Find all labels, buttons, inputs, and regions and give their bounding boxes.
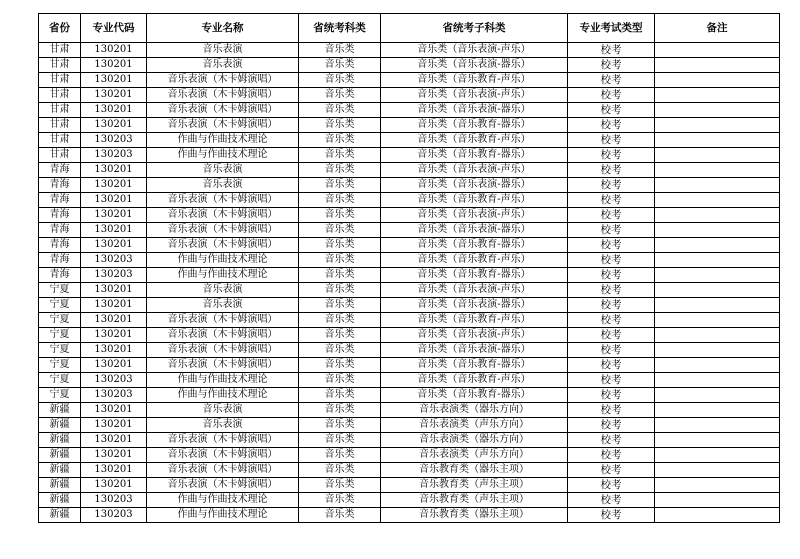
cell-major-name: 音乐表演 [147, 403, 299, 418]
cell-exam-category: 音乐类 [299, 433, 381, 448]
cell-major-code: 130201 [81, 73, 147, 88]
cell-major-name: 作曲与作曲技术理论 [147, 493, 299, 508]
table-row [39, 493, 780, 508]
cell-exam-type: 校考 [568, 418, 655, 433]
cell-remarks [655, 253, 780, 268]
table-row [39, 508, 780, 523]
cell-exam-type: 校考 [568, 163, 655, 178]
cell-province: 甘肃 [39, 118, 81, 133]
cell-exam-subcategory: 音乐类（音乐表演-声乐） [381, 328, 568, 343]
cell-exam-type: 校考 [568, 268, 655, 283]
cell-exam-type: 校考 [568, 388, 655, 403]
cell-exam-subcategory: 音乐表演类（声乐方向） [381, 418, 568, 433]
cell-province: 甘肃 [39, 148, 81, 163]
cell-exam-type: 校考 [568, 223, 655, 238]
cell-major-code: 130201 [81, 58, 147, 73]
cell-exam-type: 校考 [568, 148, 655, 163]
cell-exam-category: 音乐类 [299, 148, 381, 163]
table-row [39, 283, 780, 298]
cell-exam-subcategory: 音乐类（音乐教育-器乐） [381, 148, 568, 163]
table-row [39, 118, 780, 133]
cell-major-name: 音乐表演 [147, 418, 299, 433]
cell-exam-subcategory: 音乐类（音乐表演-器乐） [381, 103, 568, 118]
cell-remarks [655, 433, 780, 448]
cell-exam-category: 音乐类 [299, 283, 381, 298]
cell-major-code: 130201 [81, 433, 147, 448]
cell-exam-type: 校考 [568, 253, 655, 268]
table-row [39, 253, 780, 268]
cell-exam-type: 校考 [568, 133, 655, 148]
cell-province: 甘肃 [39, 133, 81, 148]
cell-province: 青海 [39, 253, 81, 268]
cell-exam-type: 校考 [568, 373, 655, 388]
cell-exam-subcategory: 音乐表演类（器乐方向） [381, 403, 568, 418]
cell-major-code: 130201 [81, 448, 147, 463]
table-row [39, 193, 780, 208]
cell-exam-subcategory: 音乐类（音乐教育-声乐） [381, 193, 568, 208]
cell-major-code: 130203 [81, 253, 147, 268]
cell-major-code: 130201 [81, 298, 147, 313]
cell-exam-category: 音乐类 [299, 448, 381, 463]
cell-exam-subcategory: 音乐类（音乐表演-器乐） [381, 58, 568, 73]
cell-province: 青海 [39, 268, 81, 283]
cell-exam-category: 音乐类 [299, 418, 381, 433]
cell-major-name: 音乐表演 [147, 178, 299, 193]
cell-exam-type: 校考 [568, 103, 655, 118]
cell-remarks [655, 418, 780, 433]
cell-exam-category: 音乐类 [299, 193, 381, 208]
cell-remarks [655, 133, 780, 148]
cell-exam-category: 音乐类 [299, 388, 381, 403]
cell-exam-type: 校考 [568, 478, 655, 493]
cell-remarks [655, 43, 780, 58]
cell-province: 青海 [39, 223, 81, 238]
table-row [39, 208, 780, 223]
cell-major-name: 作曲与作曲技术理论 [147, 133, 299, 148]
col-header-exam-subcategory: 省统考子科类 [381, 14, 568, 43]
cell-remarks [655, 163, 780, 178]
cell-exam-subcategory: 音乐类（音乐教育-器乐） [381, 238, 568, 253]
cell-province: 新疆 [39, 418, 81, 433]
cell-major-code: 130203 [81, 508, 147, 523]
table-row [39, 88, 780, 103]
cell-province: 青海 [39, 238, 81, 253]
table-row [39, 433, 780, 448]
cell-exam-type: 校考 [568, 313, 655, 328]
cell-exam-subcategory: 音乐类（音乐表演-器乐） [381, 298, 568, 313]
cell-exam-category: 音乐类 [299, 373, 381, 388]
cell-major-code: 130201 [81, 313, 147, 328]
cell-province: 甘肃 [39, 43, 81, 58]
cell-exam-category: 音乐类 [299, 478, 381, 493]
table-row [39, 448, 780, 463]
cell-province: 新疆 [39, 448, 81, 463]
table-row [39, 418, 780, 433]
cell-major-code: 130201 [81, 358, 147, 373]
cell-exam-type: 校考 [568, 193, 655, 208]
cell-province: 新疆 [39, 463, 81, 478]
cell-major-code: 130203 [81, 388, 147, 403]
cell-province: 青海 [39, 208, 81, 223]
table-row [39, 388, 780, 403]
cell-major-code: 130201 [81, 178, 147, 193]
cell-remarks [655, 88, 780, 103]
cell-province: 宁夏 [39, 358, 81, 373]
cell-remarks [655, 73, 780, 88]
cell-exam-category: 音乐类 [299, 358, 381, 373]
cell-province: 青海 [39, 193, 81, 208]
cell-exam-type: 校考 [568, 88, 655, 103]
cell-major-name: 音乐表演（木卡姆演唱） [147, 478, 299, 493]
cell-province: 新疆 [39, 433, 81, 448]
cell-major-code: 130201 [81, 328, 147, 343]
cell-province: 青海 [39, 163, 81, 178]
cell-remarks [655, 148, 780, 163]
cell-major-code: 130201 [81, 103, 147, 118]
cell-remarks [655, 388, 780, 403]
cell-exam-subcategory: 音乐教育类（器乐主项） [381, 463, 568, 478]
cell-exam-subcategory: 音乐类（音乐表演-声乐） [381, 208, 568, 223]
cell-exam-category: 音乐类 [299, 238, 381, 253]
table-row [39, 58, 780, 73]
cell-major-code: 130201 [81, 43, 147, 58]
table-header-row [39, 14, 780, 43]
cell-remarks [655, 508, 780, 523]
cell-remarks [655, 313, 780, 328]
cell-exam-category: 音乐类 [299, 103, 381, 118]
cell-remarks [655, 193, 780, 208]
cell-exam-subcategory: 音乐类（音乐教育-器乐） [381, 268, 568, 283]
cell-remarks [655, 328, 780, 343]
cell-major-name: 音乐表演（木卡姆演唱） [147, 103, 299, 118]
cell-major-name: 音乐表演 [147, 163, 299, 178]
table-row [39, 463, 780, 478]
cell-exam-subcategory: 音乐教育类（声乐主项） [381, 478, 568, 493]
cell-remarks [655, 373, 780, 388]
cell-exam-type: 校考 [568, 178, 655, 193]
table-row [39, 148, 780, 163]
cell-exam-subcategory: 音乐教育类（声乐主项） [381, 493, 568, 508]
table-row [39, 163, 780, 178]
col-header-remarks: 备注 [655, 14, 780, 43]
table-row [39, 103, 780, 118]
cell-exam-category: 音乐类 [299, 208, 381, 223]
cell-exam-subcategory: 音乐类（音乐教育-声乐） [381, 73, 568, 88]
cell-remarks [655, 463, 780, 478]
cell-exam-category: 音乐类 [299, 133, 381, 148]
table-row [39, 43, 780, 58]
cell-major-code: 130201 [81, 208, 147, 223]
cell-exam-subcategory: 音乐类（音乐表演-声乐） [381, 88, 568, 103]
cell-major-name: 音乐表演（木卡姆演唱） [147, 223, 299, 238]
cell-exam-type: 校考 [568, 298, 655, 313]
cell-major-name: 音乐表演 [147, 58, 299, 73]
cell-exam-subcategory: 音乐类（音乐教育-声乐） [381, 313, 568, 328]
cell-remarks [655, 103, 780, 118]
cell-exam-subcategory: 音乐类（音乐教育-器乐） [381, 358, 568, 373]
cell-major-code: 130201 [81, 478, 147, 493]
enrollment-table [38, 13, 780, 523]
cell-exam-category: 音乐类 [299, 268, 381, 283]
cell-major-code: 130201 [81, 463, 147, 478]
cell-remarks [655, 493, 780, 508]
cell-province: 宁夏 [39, 328, 81, 343]
cell-province: 新疆 [39, 508, 81, 523]
cell-major-name: 音乐表演 [147, 298, 299, 313]
cell-remarks [655, 268, 780, 283]
cell-major-name: 音乐表演 [147, 283, 299, 298]
table-row [39, 178, 780, 193]
cell-exam-type: 校考 [568, 493, 655, 508]
cell-major-name: 音乐表演（木卡姆演唱） [147, 463, 299, 478]
cell-exam-type: 校考 [568, 58, 655, 73]
cell-major-code: 130201 [81, 223, 147, 238]
cell-major-name: 音乐表演（木卡姆演唱） [147, 193, 299, 208]
cell-province: 宁夏 [39, 373, 81, 388]
cell-exam-subcategory: 音乐表演类（声乐方向） [381, 448, 568, 463]
cell-exam-type: 校考 [568, 343, 655, 358]
table-row [39, 73, 780, 88]
cell-province: 宁夏 [39, 283, 81, 298]
cell-exam-type: 校考 [568, 508, 655, 523]
cell-remarks [655, 358, 780, 373]
cell-province: 宁夏 [39, 298, 81, 313]
cell-exam-type: 校考 [568, 463, 655, 478]
cell-major-name: 音乐表演（木卡姆演唱） [147, 358, 299, 373]
cell-exam-subcategory: 音乐类（音乐教育-声乐） [381, 133, 568, 148]
table-row [39, 373, 780, 388]
cell-province: 宁夏 [39, 388, 81, 403]
cell-exam-type: 校考 [568, 208, 655, 223]
cell-exam-category: 音乐类 [299, 313, 381, 328]
cell-remarks [655, 283, 780, 298]
cell-major-code: 130203 [81, 268, 147, 283]
table-body [39, 43, 780, 523]
cell-exam-category: 音乐类 [299, 343, 381, 358]
cell-province: 新疆 [39, 478, 81, 493]
cell-major-name: 音乐表演（木卡姆演唱） [147, 448, 299, 463]
cell-exam-category: 音乐类 [299, 328, 381, 343]
cell-exam-category: 音乐类 [299, 58, 381, 73]
cell-exam-category: 音乐类 [299, 508, 381, 523]
cell-exam-category: 音乐类 [299, 403, 381, 418]
cell-remarks [655, 343, 780, 358]
col-header-major-code: 专业代码 [81, 14, 147, 43]
table-row [39, 478, 780, 493]
cell-major-code: 130201 [81, 403, 147, 418]
cell-exam-subcategory: 音乐类（音乐表演-声乐） [381, 43, 568, 58]
cell-major-name: 音乐表演 [147, 43, 299, 58]
table-row [39, 343, 780, 358]
cell-exam-category: 音乐类 [299, 88, 381, 103]
cell-major-name: 音乐表演（木卡姆演唱） [147, 343, 299, 358]
cell-exam-type: 校考 [568, 448, 655, 463]
cell-major-name: 作曲与作曲技术理论 [147, 268, 299, 283]
col-header-exam-type: 专业考试类型 [568, 14, 655, 43]
cell-remarks [655, 178, 780, 193]
cell-major-name: 音乐表演（木卡姆演唱） [147, 313, 299, 328]
cell-exam-subcategory: 音乐表演类（器乐方向） [381, 433, 568, 448]
cell-province: 甘肃 [39, 88, 81, 103]
cell-exam-type: 校考 [568, 238, 655, 253]
cell-major-code: 130201 [81, 163, 147, 178]
cell-exam-subcategory: 音乐类（音乐教育-声乐） [381, 373, 568, 388]
cell-exam-subcategory: 音乐类（音乐教育-声乐） [381, 253, 568, 268]
cell-exam-subcategory: 音乐类（音乐表演-声乐） [381, 163, 568, 178]
cell-major-code: 130203 [81, 148, 147, 163]
cell-province: 新疆 [39, 493, 81, 508]
col-header-province: 省份 [39, 14, 81, 43]
cell-major-code: 130201 [81, 193, 147, 208]
cell-major-code: 130201 [81, 283, 147, 298]
cell-exam-type: 校考 [568, 358, 655, 373]
cell-major-name: 作曲与作曲技术理论 [147, 508, 299, 523]
cell-major-code: 130201 [81, 118, 147, 133]
cell-exam-type: 校考 [568, 73, 655, 88]
cell-exam-type: 校考 [568, 328, 655, 343]
cell-major-name: 音乐表演（木卡姆演唱） [147, 328, 299, 343]
cell-major-name: 音乐表演（木卡姆演唱） [147, 433, 299, 448]
cell-major-code: 130201 [81, 418, 147, 433]
cell-remarks [655, 223, 780, 238]
cell-exam-type: 校考 [568, 403, 655, 418]
cell-province: 青海 [39, 178, 81, 193]
cell-major-code: 130201 [81, 238, 147, 253]
cell-province: 甘肃 [39, 103, 81, 118]
cell-province: 甘肃 [39, 73, 81, 88]
cell-major-code: 130203 [81, 493, 147, 508]
cell-remarks [655, 58, 780, 73]
cell-remarks [655, 478, 780, 493]
cell-exam-category: 音乐类 [299, 223, 381, 238]
table-row [39, 133, 780, 148]
cell-major-code: 130201 [81, 343, 147, 358]
cell-remarks [655, 118, 780, 133]
cell-province: 宁夏 [39, 313, 81, 328]
cell-major-code: 130201 [81, 88, 147, 103]
cell-exam-category: 音乐类 [299, 118, 381, 133]
cell-exam-type: 校考 [568, 283, 655, 298]
cell-exam-category: 音乐类 [299, 253, 381, 268]
cell-major-name: 音乐表演（木卡姆演唱） [147, 208, 299, 223]
cell-major-name: 作曲与作曲技术理论 [147, 373, 299, 388]
cell-major-name: 作曲与作曲技术理论 [147, 148, 299, 163]
table-row [39, 358, 780, 373]
cell-remarks [655, 238, 780, 253]
col-header-exam-category: 省统考科类 [299, 14, 381, 43]
cell-exam-category: 音乐类 [299, 73, 381, 88]
cell-exam-subcategory: 音乐类（音乐表演-器乐） [381, 343, 568, 358]
cell-province: 新疆 [39, 403, 81, 418]
cell-province: 宁夏 [39, 343, 81, 358]
table-row [39, 313, 780, 328]
cell-remarks [655, 208, 780, 223]
cell-exam-type: 校考 [568, 433, 655, 448]
cell-exam-subcategory: 音乐教育类（器乐主项） [381, 508, 568, 523]
cell-major-name: 作曲与作曲技术理论 [147, 388, 299, 403]
table-row [39, 328, 780, 343]
col-header-major-name: 专业名称 [147, 14, 299, 43]
cell-exam-category: 音乐类 [299, 463, 381, 478]
cell-major-name: 音乐表演（木卡姆演唱） [147, 73, 299, 88]
cell-exam-category: 音乐类 [299, 493, 381, 508]
cell-exam-category: 音乐类 [299, 43, 381, 58]
table-row [39, 238, 780, 253]
cell-exam-subcategory: 音乐类（音乐表演-器乐） [381, 178, 568, 193]
cell-exam-category: 音乐类 [299, 298, 381, 313]
cell-exam-type: 校考 [568, 43, 655, 58]
cell-major-name: 作曲与作曲技术理论 [147, 253, 299, 268]
cell-exam-subcategory: 音乐类（音乐教育-器乐） [381, 388, 568, 403]
cell-exam-subcategory: 音乐类（音乐表演-器乐） [381, 223, 568, 238]
cell-exam-category: 音乐类 [299, 178, 381, 193]
cell-major-name: 音乐表演（木卡姆演唱） [147, 88, 299, 103]
cell-exam-subcategory: 音乐类（音乐教育-器乐） [381, 118, 568, 133]
cell-major-code: 130203 [81, 133, 147, 148]
cell-exam-subcategory: 音乐类（音乐表演-声乐） [381, 283, 568, 298]
table-row [39, 298, 780, 313]
cell-major-name: 音乐表演（木卡姆演唱） [147, 238, 299, 253]
cell-exam-category: 音乐类 [299, 163, 381, 178]
table-row [39, 403, 780, 418]
cell-remarks [655, 298, 780, 313]
table-row [39, 268, 780, 283]
cell-major-code: 130203 [81, 373, 147, 388]
cell-major-name: 音乐表演（木卡姆演唱） [147, 118, 299, 133]
cell-province: 甘肃 [39, 58, 81, 73]
cell-remarks [655, 448, 780, 463]
table-row [39, 223, 780, 238]
cell-remarks [655, 403, 780, 418]
cell-exam-type: 校考 [568, 118, 655, 133]
